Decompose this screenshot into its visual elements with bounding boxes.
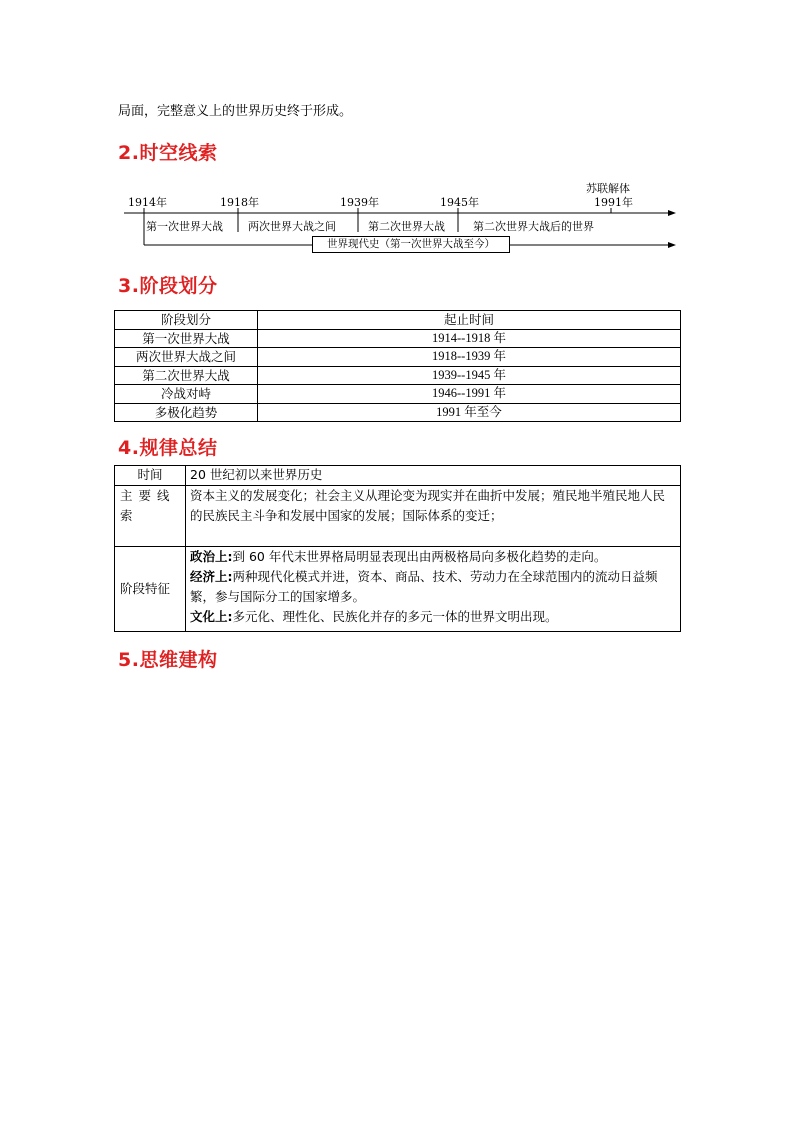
stage-table — [114, 310, 681, 422]
culture-label: 文化上: — [190, 609, 233, 624]
table-header-row — [115, 311, 681, 330]
intro-text: 局面，完整意义上的世界历史终于形成。 — [118, 104, 353, 119]
table-header-row — [115, 466, 681, 486]
modern-history-label: 世界现代史（第一次世界大战至今） — [312, 236, 510, 253]
header-time-label: 时间 — [115, 466, 186, 486]
year-label-1914: 1914年 — [128, 196, 167, 209]
stage-name: 第一次世界大战 — [115, 329, 258, 348]
politics-text: 到 60 年代末世界格局明显表现出由两极格局向多极化趋势的走向。 — [232, 549, 607, 564]
period-interwar: 两次世界大战之间 — [248, 220, 336, 233]
politics-line — [190, 547, 677, 567]
timeline-diagram — [118, 178, 678, 258]
stage-period: 1939--1945 年 — [258, 366, 681, 385]
timeline-top-label: 苏联解体 — [586, 182, 630, 195]
summary-table — [114, 465, 681, 632]
table-row — [115, 348, 681, 367]
stage-name: 冷战对峙 — [115, 385, 258, 404]
year-label-1918: 1918年 — [220, 196, 259, 209]
year-label-1945: 1945年 — [440, 196, 479, 209]
stage-name: 多极化趋势 — [115, 403, 258, 422]
period-postwar: 第二次世界大战后的世界 — [473, 220, 594, 233]
feature-content — [186, 547, 681, 632]
stage-name: 两次世界大战之间 — [115, 348, 258, 367]
stage-period: 1946--1991 年 — [258, 385, 681, 404]
header-stage: 阶段划分 — [115, 311, 258, 330]
header-time-value: 20 世纪初以来世界历史 — [186, 466, 681, 486]
section-heading-stages: 3.阶段划分 — [118, 275, 218, 297]
section-heading-mindmap: 5.思维建构 — [118, 649, 218, 671]
culture-text: 多元化、理性化、民族化并存的多元一体的世界文明出现。 — [232, 609, 558, 624]
header-period: 起止时间 — [258, 311, 681, 330]
period-ww2: 第二次世界大战 — [368, 220, 445, 233]
table-row — [115, 329, 681, 348]
feature-label: 阶段特征 — [115, 547, 186, 632]
table-row — [115, 547, 681, 632]
table-row — [115, 486, 681, 547]
modern-history-arrow — [668, 242, 676, 248]
politics-label: 政治上: — [190, 549, 233, 564]
economy-label: 经济上: — [190, 569, 233, 584]
clue-text: 资本主义的发展变化；社会主义从理论变为现实并在曲折中发展；殖民地半殖民地人民的民族民主斗争和发展中国家的发展；国际体系的变迁； — [186, 486, 681, 547]
timeline-axis-arrow — [668, 210, 676, 216]
section-heading-summary: 4.规律总结 — [118, 437, 218, 459]
clue-label: 主要线索 — [115, 486, 186, 547]
stage-name: 第二次世界大战 — [115, 366, 258, 385]
year-label-1991: 1991年 — [594, 196, 633, 209]
table-row — [115, 403, 681, 422]
year-label-1939: 1939年 — [340, 196, 379, 209]
table-row — [115, 366, 681, 385]
stage-period: 1914--1918 年 — [258, 329, 681, 348]
section-heading-timeline: 2.时空线索 — [118, 142, 218, 164]
period-ww1: 第一次世界大战 — [146, 220, 223, 233]
table-row — [115, 385, 681, 404]
stage-period: 1991 年至今 — [258, 403, 681, 422]
culture-line — [190, 607, 677, 627]
economy-text: 两种现代化模式并进，资本、商品、技术、劳动力在全球范围内的流动日益频繁，参与国际分工的国家增多。 — [190, 569, 658, 604]
stage-period: 1918--1939 年 — [258, 348, 681, 367]
economy-line — [190, 567, 677, 607]
